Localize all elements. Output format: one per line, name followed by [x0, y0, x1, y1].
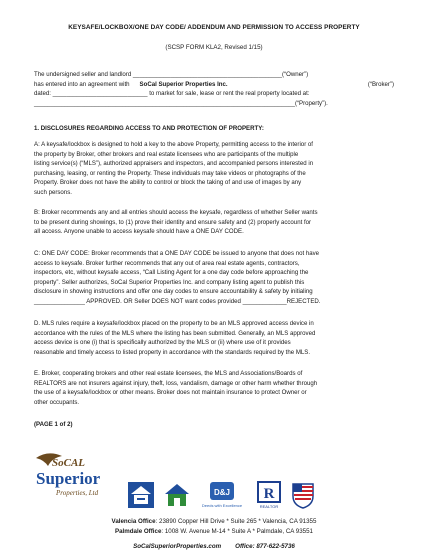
paragraph-d-line: reasonable and timely access to listed property in accordance with the standards required by the MLS.	[34, 348, 311, 356]
footer-contact	[0, 543, 428, 550]
broker-company-name: SoCal Superior Properties Inc.	[139, 80, 228, 88]
paragraph-a-line: A: A keysafe/lockbox is designed to hold a key to the above Property, permitting access to the interior of	[34, 141, 313, 148]
page-marker: (PAGE 1 of 2)	[34, 421, 73, 428]
paragraph-b	[34, 208, 394, 237]
paragraph-e-line: other occupants.	[34, 398, 80, 406]
rejected-label: REJECTED.	[286, 297, 321, 305]
equal-housing-icon	[126, 480, 156, 510]
paragraph-a-line: the property by Broker, other brokers and real estate licensees who are participants of the multiple	[34, 150, 299, 158]
office1-label: Valencia Office	[111, 518, 156, 525]
broker-tag: (“Broker”)	[367, 80, 394, 88]
logo-text-line3: Properties, Ltd	[56, 489, 99, 497]
footer-office-2	[0, 528, 428, 535]
paragraph-d-line: D. MLS rules require a keysafe/lockbox placed on the property to be an MLS approved access device in	[34, 320, 314, 327]
paragraph-b-line: all access. Anyone unable to access keysafe should have a ONE DAY CODE.	[34, 228, 244, 236]
paragraph-d-line: accordance with the rules of the MLS where the listing has been submitted. Generally, an MLS approved	[34, 329, 316, 337]
paragraph-c	[34, 249, 394, 307]
paragraph-c-line: access to keysafe. Broker further recommends that any out of area real estate agents, contractors,	[34, 259, 300, 267]
paragraph-b-line: B: Broker recommends any and all entries should access the keysafe, regardless of whether Seller wants	[34, 209, 318, 216]
paragraph-e-line: the use of a keysafe/lockbox or other means. Broker does not maintain insurance to protect Owner or	[34, 389, 307, 397]
market-statement: to market for sale, lease or rent the real property located at:	[147, 90, 310, 98]
flag-shield-icon	[288, 480, 318, 510]
paragraph-c-line: property”. Seller authorizes, SoCal Superior Properties Inc. and company listing agent to publish this	[34, 278, 305, 286]
paragraph-d-line: access device is one (i) that is specifically authorized by the MLS or (ii) where use of it provides	[34, 339, 291, 347]
approved-label: APPROVED. OR Seller DOES NOT want codes provided	[84, 297, 243, 305]
realtor-icon	[254, 480, 284, 510]
dj-logo-text: D&J	[213, 488, 231, 497]
form-number: (SCSP FORM KLA2, Revised 1/15)	[165, 44, 263, 51]
paragraph-b-line: to be present during showings, to (1) prove their identity and ensure safety and (2) properly account for	[34, 218, 312, 226]
owner-tag: (“Owner”)	[282, 71, 309, 78]
paragraph-a	[34, 140, 394, 198]
realtor-letter: R	[263, 486, 275, 502]
paragraph-e	[34, 369, 394, 407]
intro-block	[34, 70, 394, 108]
intro-line-1	[34, 70, 394, 80]
realtor-caption: REALTOR	[259, 504, 279, 509]
intro-line-2	[34, 80, 394, 90]
owner-name-field[interactable]: ____________________________________________	[132, 71, 283, 78]
phone-number: Office: 877-622-5736	[235, 543, 295, 550]
office1-address: : 23890 Copper Hill Drive * Suite 265 * Valencia, CA 91355	[155, 518, 317, 525]
paragraph-c-line: inspectors, etc, without keysafe access, “Call Listing Agent for a one day code before approaching the	[34, 269, 309, 277]
intro-line-3	[34, 89, 394, 99]
company-logo	[30, 448, 120, 506]
website-link[interactable]: SoCalSuperiorProperties.com	[133, 543, 222, 550]
paragraph-c-line: C: ONE DAY CODE: Broker recommends that a ONE DAY CODE be issued to anyone that does not have	[34, 250, 320, 257]
paragraph-a-line: such persons.	[34, 188, 72, 196]
logo-text-line2: Superior	[36, 469, 101, 488]
dj-logo-caption: Deeds with Excellence	[201, 503, 243, 508]
paragraph-e-line: REALTORS are not insurers against injury, theft, loss, vandalism, damage or other harm whether through	[34, 379, 318, 387]
logo-strip	[30, 448, 400, 508]
paragraph-a-line: purchasing, leasing, or renting the Property. These individuals may take videos or photographs of the	[34, 169, 306, 177]
paragraph-c-initials-line	[34, 297, 394, 307]
dated-label: dated:	[34, 90, 53, 98]
dj-logo-icon	[200, 480, 244, 510]
logo-text-line1: SoCAL	[52, 457, 86, 469]
rejected-initials-field[interactable]: _____________	[242, 297, 287, 305]
approved-initials-field[interactable]: _______________	[34, 297, 85, 305]
dated-field[interactable]: ____________________________	[52, 90, 148, 98]
document-title: KEYSAFE/LOCKBOX/ONE DAY CODE/ ADDENDUM AND PERMISSION TO ACCESS PROPERTY	[68, 24, 360, 31]
office2-label: Palmdale Office	[114, 528, 162, 535]
footer-office-1	[0, 518, 428, 525]
section-1-heading: 1. DISCLOSURES REGARDING ACCESS TO AND PROTECTION OF PROPERTY:	[34, 125, 264, 132]
property-address-field[interactable]: _____________________________________________________________________________	[34, 99, 295, 107]
paragraph-c-line: disclosure in showing instructions and offer one day codes to ensure accountability & safety by initialing	[34, 288, 313, 296]
intro-line-4	[34, 99, 394, 109]
intro-agreement-label: has entered into an agreement with	[34, 80, 130, 88]
property-tag: (“Property”).	[294, 99, 328, 107]
paragraph-e-line: E. Broker, cooperating brokers and other real estate licensees, the MLS and Associations/Boards of	[34, 370, 303, 377]
intro-owner-label: The undersigned seller and landlord	[34, 71, 133, 78]
paragraph-a-line: listing service(s) (“MLS”), authorized appraisers and inspectors, and accompanied persons interested in	[34, 160, 314, 168]
house-icon	[162, 480, 192, 510]
office2-address: : 1008 W. Avenue M-14 * Suite A * Palmdale, CA 93551	[161, 528, 313, 535]
paragraph-a-line: Property. Broker does not have the ability to control or block the taking of and use of images by any	[34, 179, 302, 187]
paragraph-d	[34, 319, 394, 357]
